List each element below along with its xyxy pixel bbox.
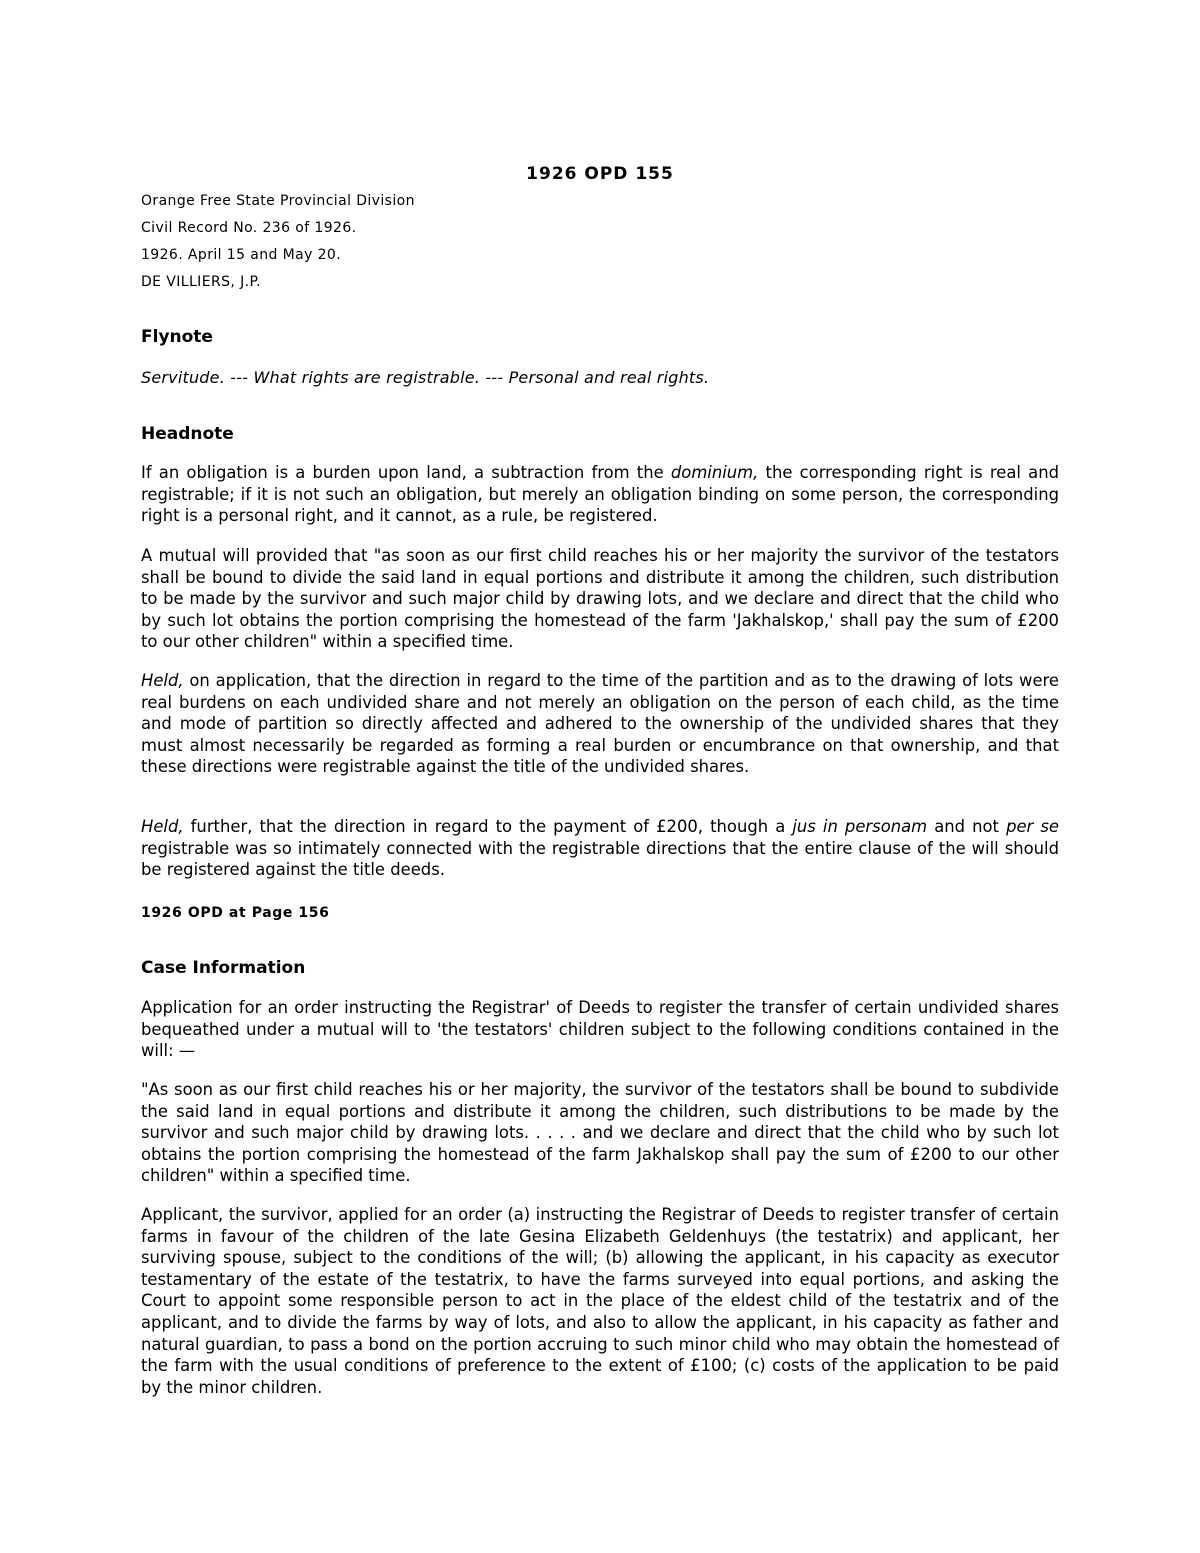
case-information-heading: Case Information bbox=[141, 958, 306, 978]
case-info-paragraph-1: Application for an order instructing the Registrar' of Deeds to register the transfer of certain undivided shares bequeathed under a mutual will to 'the testators' children subject to the following conditions contained in the will: — bbox=[141, 998, 1059, 1061]
headnote-paragraph-1: If an obligation is a burden upon land, a subtraction from the dominium, the corresponding right is real and registrable; if it is not such an obligation, but merely an obligation binding on some person, the corresponding right is a personal right, and it cannot, as a rule, be registered. bbox=[141, 463, 1060, 526]
case-info-paragraph-3: Applicant, the survivor, applied for an order (a) instructing the Registrar of Deeds to register transfer of certain farms in favour of the children of the late Gesina Elizabeth Geldenhuys (the testatrix) and applicant, her surviving spouse, subject to the conditions of the will; (b) allowing the applicant, in his capacity as executor testamentary of the estate of the testatrix, to have the farms surveyed into equal portions, and asking the Court to appoint some responsible person to act in the place of the eldest child of the testatrix and of the applicant, and to divide the farms by way of lots, and also to allow the applicant, in his capacity as father and natural guardian, to pass a bond on the portion accruing to such minor child who may obtain the homestead of the farm with the usual conditions of preference to the extent of £100; (c) costs of the application to be paid by the minor children. bbox=[141, 1205, 1059, 1397]
headnote-paragraph-4: Held, further, that the direction in regard to the payment of £200, though a jus in personam and not per se registrable was so intimately connected with the registrable directions that the entire clause of the will should be registered against the title deeds. bbox=[141, 817, 1059, 880]
hearing-dates: 1926. April 15 and May 20. bbox=[141, 247, 342, 263]
flynote-heading: Flynote bbox=[141, 327, 213, 347]
court-name: Orange Free State Provincial Division bbox=[141, 193, 415, 209]
record-number: Civil Record No. 236 of 1926. bbox=[141, 220, 357, 236]
case-info-paragraph-2: "As soon as our first child reaches his or her majority, the survivor of the testators shall be bound to subdivide the said land in equal portions and distribute it among the children, such distributions to be made by the survivor and such major child by drawing lots. . . . . and we declare and direct that the child who by such lot obtains the portion comprising the homestead of the farm Jakhalskop shall pay the sum of £200 to our other children" within a specified time. bbox=[141, 1080, 1059, 1186]
headnote-paragraph-2: A mutual will provided that "as soon as our first child reaches his or her majority the survivor of the testators shall be bound to divide the said land in equal portions and distribute it among the children, such distribution to be made by the survivor and such major child by drawing lots, and we declare and direct that the child who by such lot obtains the portion comprising the homestead of the farm 'Jakhalskop,' shall pay the sum of £200 to our other children" within a specified time. bbox=[141, 546, 1059, 652]
case-citation-title: 1926 OPD 155 bbox=[526, 164, 674, 184]
headnote-paragraph-3: Held, on application, that the direction in regard to the time of the partition and as to the drawing of lots were real burdens on each undivided share and not merely an obligation on the person of each child, as the time and mode of partition so directly affected and adhered to the ownership of the undivided shares that they must almost necessarily be regarded as forming a real burden or encumbrance on that ownership, and that these directions were registrable against the title of the undivided shares. bbox=[141, 671, 1059, 777]
judge-name: DE VILLIERS, J.P. bbox=[141, 274, 261, 290]
flynote-text: Servitude. --- What rights are registrable. --- Personal and real rights. bbox=[141, 368, 710, 387]
headnote-heading: Headnote bbox=[141, 424, 234, 444]
page-reference: 1926 OPD at Page 156 bbox=[141, 905, 330, 921]
